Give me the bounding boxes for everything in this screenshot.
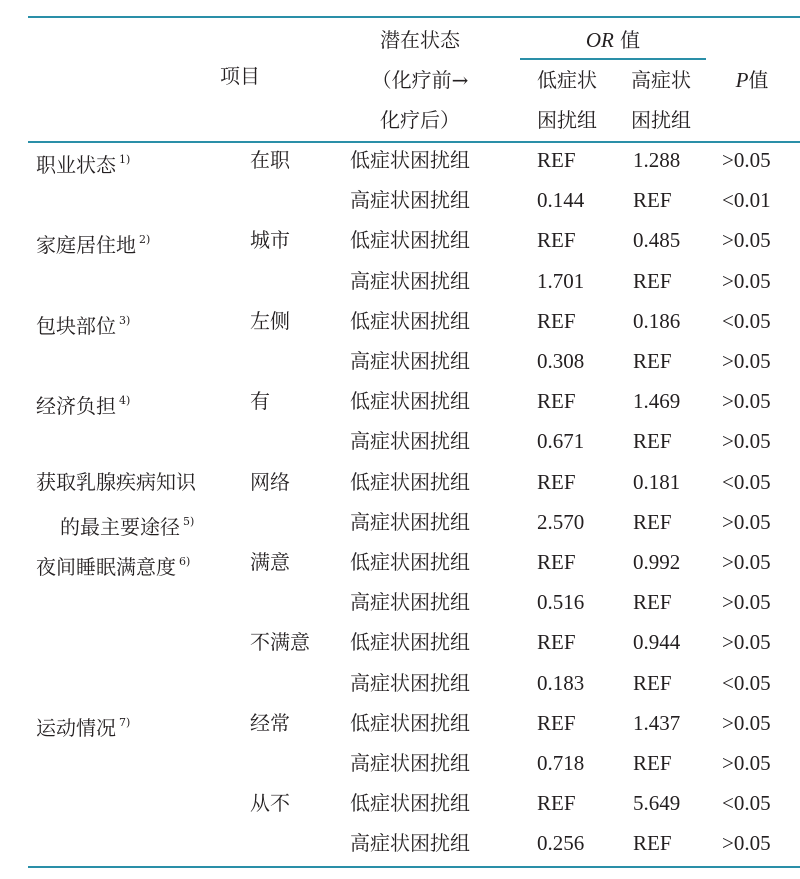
row-p-value: >0.05 [722, 550, 771, 574]
row-item-label [60, 510, 194, 539]
row-latent-state: 高症状困扰组 [350, 429, 470, 454]
row-item-footnote-marker: 5) [183, 514, 195, 528]
row-item-label [36, 711, 130, 740]
header-high-group-line2: 困扰组 [631, 108, 691, 132]
row-or-high: REF [633, 670, 672, 695]
row-latent-state: 低症状困扰组 [350, 630, 470, 655]
row-or-high: 0.485 [633, 228, 681, 253]
row-item-footnote-marker: 4) [119, 394, 131, 408]
row-level: 经常 [250, 710, 290, 735]
row-level: 城市 [250, 228, 290, 253]
row-or-high: REF [633, 831, 672, 856]
row-p-value: <0.05 [722, 791, 771, 816]
header-or-label: OR [585, 28, 614, 52]
row-p-value: >0.05 [722, 148, 771, 172]
row-item-footnote-marker: 3) [119, 313, 131, 327]
table-bottom-rule [28, 866, 800, 868]
row-or-low: REF [537, 791, 576, 816]
row-level: 左侧 [250, 308, 290, 333]
row-or-low: 2.570 [537, 509, 585, 534]
row-or-low: 0.183 [537, 670, 585, 695]
header-bottom-rule [28, 141, 800, 143]
header-latent-state-line1: 潜在状态 [380, 28, 460, 52]
row-latent-state: 高症状困扰组 [350, 590, 470, 615]
row-item-text: 家庭居住地 [36, 233, 136, 258]
row-item-label [36, 550, 190, 579]
header-low-group-line1: 低症状 [537, 68, 597, 92]
row-item-text: 的最主要途径 [60, 514, 180, 539]
row-or-high: 0.992 [633, 550, 681, 574]
row-or-high: 1.469 [633, 389, 681, 414]
row-level: 满意 [250, 550, 290, 574]
row-item-text: 运动情况 [36, 715, 116, 740]
row-latent-state: 高症状困扰组 [350, 349, 470, 373]
row-item-footnote-marker: 6) [179, 555, 191, 568]
row-latent-state: 低症状困扰组 [350, 148, 470, 172]
row-or-low: 0.144 [537, 188, 585, 213]
row-or-low: REF [537, 148, 576, 172]
row-p-value: <0.01 [722, 188, 771, 213]
or-header-underline [520, 58, 706, 60]
row-or-high: REF [633, 349, 672, 373]
row-latent-state: 高症状困扰组 [350, 188, 470, 213]
row-p-value: <0.05 [722, 670, 771, 695]
header-high-group-line1: 高症状 [631, 68, 691, 92]
row-or-low: 1.701 [537, 268, 585, 293]
row-p-value: <0.05 [722, 308, 771, 333]
row-latent-state: 低症状困扰组 [350, 228, 470, 253]
row-or-high: 1.437 [633, 710, 681, 735]
row-p-value: >0.05 [722, 590, 771, 615]
row-item-text: 包块部位 [36, 313, 116, 338]
row-or-high: 5.649 [633, 791, 681, 816]
row-p-value: <0.05 [722, 469, 771, 494]
row-or-low: REF [537, 550, 576, 574]
row-latent-state: 低症状困扰组 [350, 550, 470, 574]
row-latent-state: 高症状困扰组 [350, 751, 470, 775]
row-item-label [36, 148, 130, 177]
row-latent-state: 高症状困扰组 [350, 509, 470, 534]
row-or-low: REF [537, 389, 576, 414]
row-latent-state: 高症状困扰组 [350, 670, 470, 695]
header-or-suffix: 值 [613, 28, 641, 52]
row-item-text: 经济负担 [36, 394, 116, 419]
row-or-high: REF [633, 429, 672, 454]
row-latent-state: 高症状困扰组 [350, 268, 470, 293]
row-latent-state: 低症状困扰组 [350, 469, 470, 494]
row-p-value: >0.05 [722, 429, 771, 454]
row-latent-state: 高症状困扰组 [350, 831, 470, 856]
row-item-label [36, 470, 196, 494]
row-or-high: REF [633, 590, 672, 615]
row-item-footnote-marker: 1) [119, 153, 131, 166]
row-latent-state: 低症状困扰组 [350, 791, 470, 816]
row-p-value: >0.05 [722, 751, 771, 775]
row-or-high: REF [633, 188, 672, 213]
row-latent-state: 低症状困扰组 [350, 308, 470, 333]
row-or-high: 0.944 [633, 630, 681, 655]
row-p-value: >0.05 [722, 389, 771, 414]
row-or-low: REF [537, 228, 576, 253]
row-or-low: 0.308 [537, 349, 585, 373]
row-or-high: REF [633, 268, 672, 293]
header-item: 项目 [220, 64, 260, 88]
row-or-low: REF [537, 469, 576, 494]
row-or-high: REF [633, 751, 672, 775]
header-latent-state-line3: 化疗后） [380, 108, 460, 132]
row-or-low: 0.671 [537, 429, 585, 454]
header-or-value [520, 28, 706, 52]
row-or-low: REF [537, 308, 576, 333]
row-p-value: >0.05 [722, 630, 771, 655]
row-p-value: >0.05 [722, 228, 771, 253]
row-or-low: 0.718 [537, 751, 585, 775]
table-top-rule [28, 16, 800, 18]
row-item-footnote-marker: 7) [119, 715, 131, 729]
row-item-text: 职业状态 [36, 153, 116, 177]
row-latent-state: 低症状困扰组 [350, 710, 470, 735]
header-p-suffix: 值 [748, 68, 769, 92]
row-or-high: REF [633, 509, 672, 534]
row-p-value: >0.05 [722, 268, 771, 293]
header-low-group-line2: 困扰组 [537, 108, 597, 132]
row-or-low: REF [537, 630, 576, 655]
row-latent-state: 低症状困扰组 [350, 389, 470, 414]
row-item-footnote-marker: 2) [139, 233, 151, 247]
row-level: 不满意 [250, 630, 310, 655]
header-p-value [712, 68, 792, 92]
row-or-high: 0.181 [633, 469, 681, 494]
row-level: 网络 [250, 469, 290, 494]
row-or-low: 0.256 [537, 831, 585, 856]
row-level: 在职 [250, 148, 290, 172]
row-or-low: REF [537, 710, 576, 735]
row-p-value: >0.05 [722, 710, 771, 735]
row-item-label [36, 309, 130, 338]
header-p-label: P [735, 68, 749, 92]
row-p-value: >0.05 [722, 349, 771, 373]
row-p-value: >0.05 [722, 831, 771, 856]
row-level: 从不 [250, 791, 290, 816]
row-p-value: >0.05 [722, 509, 771, 534]
row-item-text: 获取乳腺疾病知识 [36, 469, 196, 494]
row-item-text: 夜间睡眠满意度 [36, 555, 176, 579]
row-item-label [36, 389, 130, 418]
row-or-low: 0.516 [537, 590, 585, 615]
header-latent-state-line2: （化疗前→ [371, 68, 469, 92]
row-level: 有 [250, 389, 270, 414]
row-item-label [36, 228, 150, 257]
row-or-high: 1.288 [633, 148, 681, 172]
row-or-high: 0.186 [633, 308, 681, 333]
